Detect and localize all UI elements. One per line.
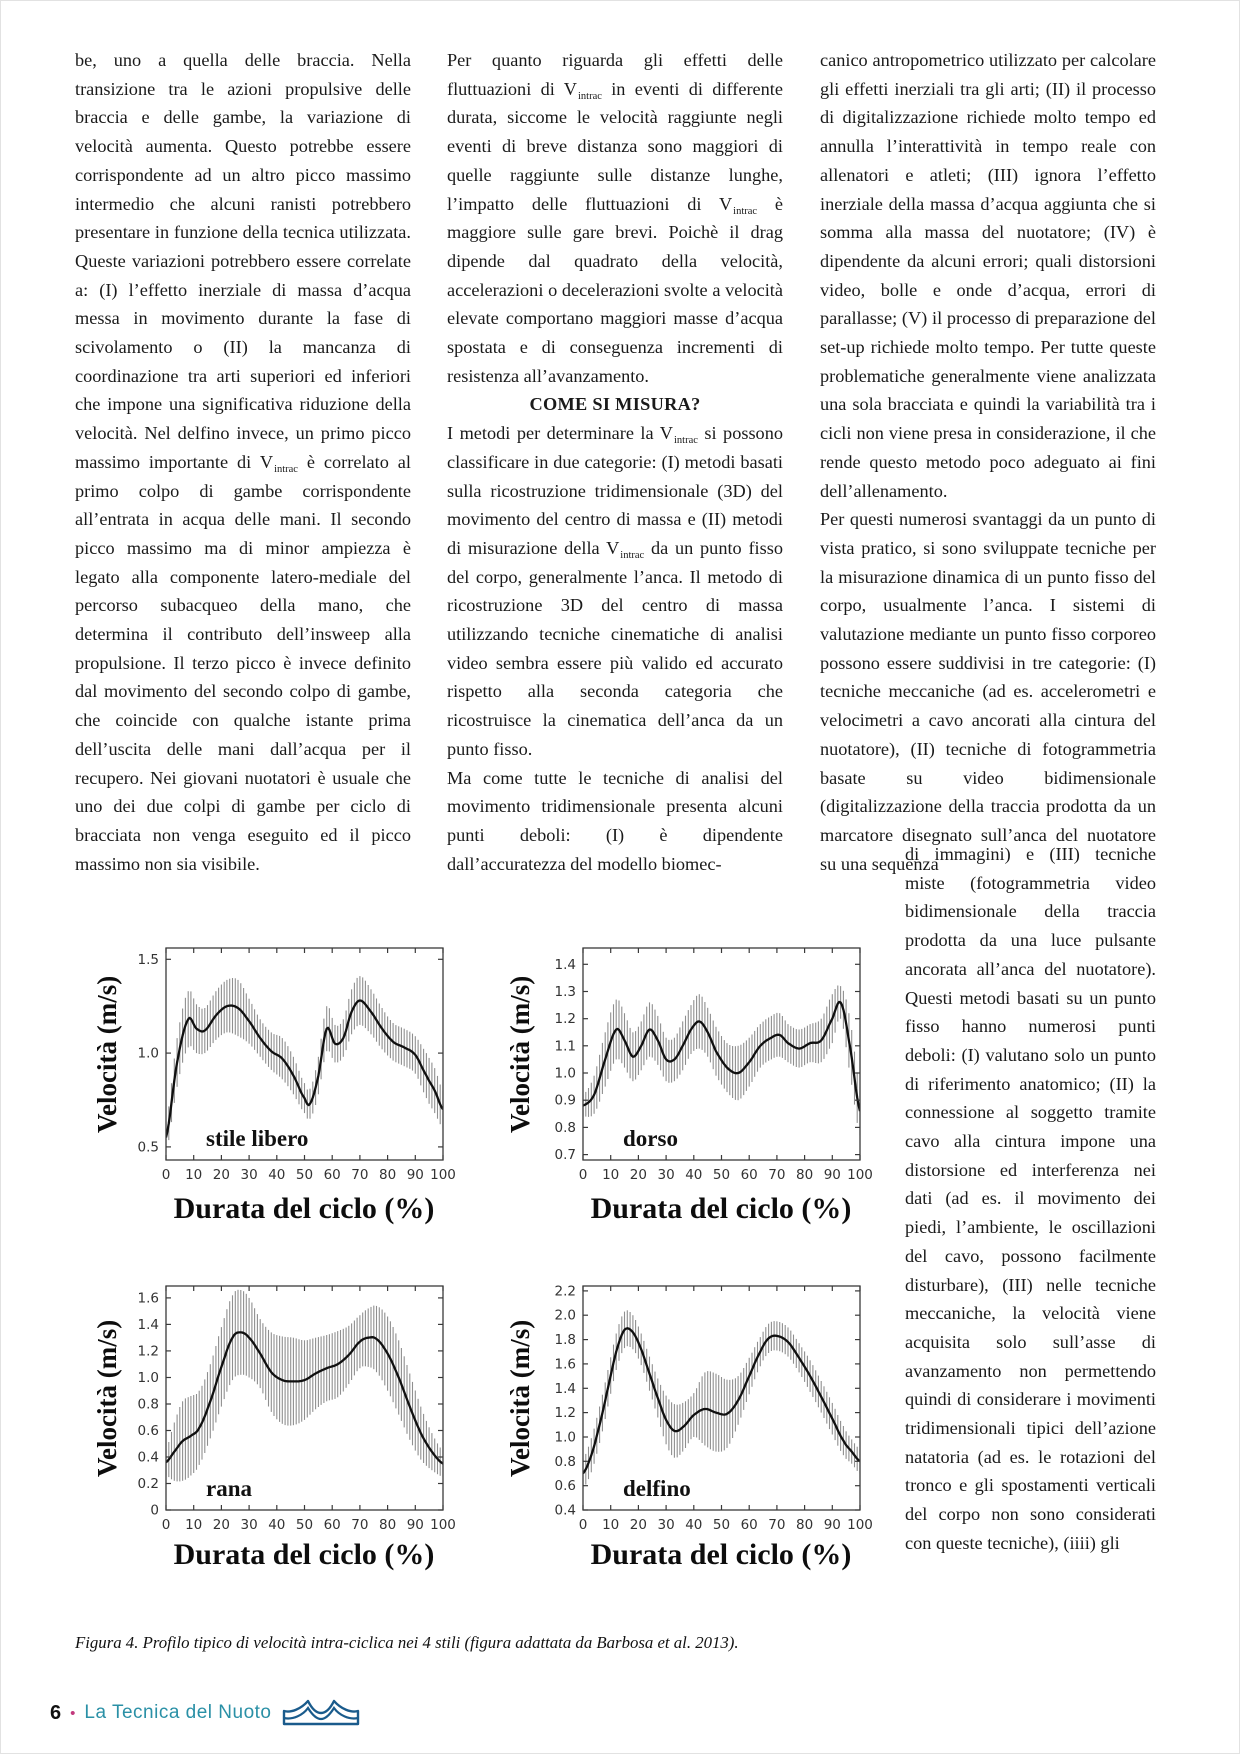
svg-text:20: 20 <box>629 1167 647 1183</box>
svg-text:1.0: 1.0 <box>554 1429 576 1446</box>
svg-text:0: 0 <box>578 1167 588 1183</box>
y-axis-label-delfino: Velocità (m/s) <box>505 1319 535 1477</box>
paragraph: Ma come tutte le tecniche di analisi del movimento tridimensionale presenta alcuni punti deboli: (I) è dipendente dall’accuratezza del modello biomec- <box>447 767 783 874</box>
svg-text:70: 70 <box>351 1167 369 1183</box>
svg-text:0.2: 0.2 <box>137 1476 159 1492</box>
svg-text:0.8: 0.8 <box>554 1119 576 1136</box>
svg-text:80: 80 <box>379 1167 397 1183</box>
svg-text:30: 30 <box>657 1517 675 1533</box>
svg-text:1.4: 1.4 <box>554 956 576 973</box>
stroke-label: rana <box>206 1476 252 1501</box>
figure-caption: Figura 4. Profilo tipico di velocità intra-ciclica nei 4 stili (figura adattata da Barbosa et al. 2013). <box>75 1633 739 1652</box>
svg-text:1.0: 1.0 <box>137 1045 159 1062</box>
svg-text:40: 40 <box>685 1517 703 1533</box>
x-axis-label-delfino: Durata del ciclo (%) <box>590 1538 852 1571</box>
svg-text:100: 100 <box>847 1517 873 1533</box>
svg-text:1.2: 1.2 <box>137 1343 159 1360</box>
svg-text:40: 40 <box>268 1517 286 1533</box>
svg-text:100: 100 <box>430 1167 456 1183</box>
text-column-2 <box>447 46 783 878</box>
svg-text:10: 10 <box>602 1517 620 1533</box>
svg-text:70: 70 <box>351 1517 369 1533</box>
svg-text:1.1: 1.1 <box>554 1038 576 1055</box>
svg-text:0: 0 <box>161 1517 171 1533</box>
svg-text:0.6: 0.6 <box>554 1478 576 1495</box>
svg-text:1.0: 1.0 <box>137 1370 159 1386</box>
svg-text:10: 10 <box>185 1517 203 1533</box>
paragraph: Per quanto riguarda gli effetti delle fluttuazioni di $V_{intrac}$ in eventi di differente durata, siccome le velocità raggiunte negli eventi di breve distanza sono maggiori di quelle raggiunte sulle distanze lunghe, l’impatto delle fluttuazioni di $V_{intrac}$ è maggiore sulle gare brevi. Poichè il drag dipende dal quadrato della velocità, accelerazioni o decelerazioni svolte a velocità elevate comportano maggiori masse d’acqua spostata e di conseguenza incrementi di resistenza all’avanzamento. <box>447 50 783 386</box>
svg-text:10: 10 <box>602 1167 620 1183</box>
svg-text:0: 0 <box>578 1517 588 1533</box>
svg-text:60: 60 <box>323 1517 341 1533</box>
chart-delfino <box>525 1280 877 1542</box>
y-axis-label-rana: Velocità (m/s) <box>92 1319 122 1477</box>
paragraph: I metodi per determinare la $V_{intrac}$ si possono classificare in due categorie: (I) metodi basati sulla ricostruzione tridimensionale (3D) del movimento del centro di massa e (II) metodi di misurazione della $V_{intrac}$ da un punto fisso del corpo, generalmente l’anca. Il metodo di ricostruzione 3D del centro di massa utilizzando tecniche cinematiche di analisi video sembra essere più valido ed accurato rispetto alla seconda categoria che ricostruisce la cinematica dell’anca da un punto fisso. <box>447 423 783 759</box>
svg-text:40: 40 <box>685 1167 703 1183</box>
text-column-3 <box>820 46 1156 878</box>
svg-text:50: 50 <box>712 1517 731 1533</box>
svg-text:30: 30 <box>657 1167 675 1183</box>
svg-text:30: 30 <box>240 1167 258 1183</box>
svg-text:1.0: 1.0 <box>554 1065 576 1082</box>
text-column-3-narrow <box>905 840 1156 1558</box>
svg-text:70: 70 <box>768 1517 786 1533</box>
svg-text:20: 20 <box>212 1167 230 1183</box>
stroke-label: dorso <box>623 1126 678 1151</box>
svg-text:1.2: 1.2 <box>554 1011 576 1028</box>
stroke-label: stile libero <box>206 1126 309 1151</box>
paragraph: Per questi numerosi svantaggi da un punto di vista pratico, si sono sviluppate tecniche per la misurazione dinamica di un punto fisso del corpo, usualmente l’anca. I sistemi di valutazione mediante un punto fisso corporeo possono essere suddivisi in tre categorie: (I) tecniche meccaniche (ad es. accelerometri e velocimetri a cavo ancorati alla cintura del nuotatore), (II) tecniche di fotogrammetria basate su video bidimensionale (digitalizzazione della traccia prodotta da un marcatore disegnato sull’anca del nuotatore su una sequenza <box>820 509 1156 874</box>
svg-text:80: 80 <box>379 1517 397 1533</box>
text-column-1 <box>75 46 411 878</box>
stroke-label: delfino <box>623 1476 691 1501</box>
svg-text:0.7: 0.7 <box>554 1147 576 1164</box>
svg-text:70: 70 <box>768 1167 786 1183</box>
chart-rana <box>108 1280 460 1542</box>
paragraph: be, uno a quella delle braccia. Nella transizione tra le azioni propulsive delle braccia e delle gambe, la variazione di velocità aumenta. Questo potrebbe essere corrispondente ad un altro picco massimo intermedio che alcuni ranisti potrebbero presentare in funzione della tecnica utilizzata. Queste variazioni potrebbero essere correlate a: (I) l’effetto inerziale di massa d’acqua messa in movimento durante la fase di scivolamento o (II) la mancanza di coordinazione tra arti superiori ed inferiori che impone una significativa riduzione della velocità. Nel delfino invece, un primo picco massimo importante di $V_{intrac}$ è correlato al primo colpo di gambe corrispondente all’entrata in acqua delle mani. Il secondo picco massimo ma di minor ampiezza è legato alla componente latero-mediale del percorso subacqueo della mano, che determina il contributo dell’insweep alla propulsione. Il terzo picco è invece definito dal movimento del secondo colpo di gambe, che coincide con qualche istante prima dell’uscita delle mani dall’acqua per il recupero. Nei giovani nuotatori è usuale che uno dei due colpi di gambe per ciclo di bracciata non venga eseguito ed il picco massimo non sia visibile. <box>75 50 411 874</box>
svg-text:90: 90 <box>406 1517 424 1533</box>
svg-text:1.4: 1.4 <box>554 1380 576 1397</box>
svg-text:1.6: 1.6 <box>137 1290 159 1307</box>
svg-text:1.5: 1.5 <box>137 951 159 968</box>
paragraph: canico antropometrico utilizzato per calcolare gli effetti inerziali tra gli arti; (II) il processo di digitalizzazione richiede molto tempo ed annulla l’interattività in tempo reale con allenatori e atleti; (III) ignora l’effetto inerziale della massa d’acqua aggiunta che si somma alla massa del nuotatore; (IV) è dipendente da alcuni errori; quali distorsioni video, bolle e onde d’acqua, errori di parallasse; (V) il processo di preparazione del set-up richiede molto tempo. Per tutte queste problematiche generalmente viene analizzata una sola bracciata e quindi la variabilità tra i cicli non viene presa in considerazione, il che rende questo metodo poco adeguato ai fini dell’allenamento. <box>820 50 1156 501</box>
svg-text:2.0: 2.0 <box>554 1307 576 1324</box>
svg-text:90: 90 <box>406 1167 424 1183</box>
y-axis-label-dorso: Velocità (m/s) <box>505 975 535 1133</box>
svg-text:1.6: 1.6 <box>554 1356 576 1373</box>
svg-text:60: 60 <box>740 1167 758 1183</box>
svg-text:60: 60 <box>740 1517 758 1533</box>
paragraph: di immagini) e (III) tecniche miste (fotogrammetria video bidimensionale della traccia prodotta da una luce pulsante ancorata all’anca del nuotatore). Questi metodi basati su un punto fisso hanno numerosi punti deboli: (I) valutano solo un punto di riferimento anatomico; (II) la connessione al soggetto tramite cavo alla cintura impone una distorsione ed interferenza nei dati (ad es. il movimento dei piedi, l’ambiente, le oscillazioni del cavo, possono facilmente disturbare), (III) nelle tecniche meccaniche, la velocità viene acquisita solo sull’asse di avanzamento non permettendo quindi di considerare i movimenti tridimensionali tipici dell’azione natatoria (ad es. le rotazioni del tronco e gli spostamenti verticali del corpo non sono considerati con queste tecniche), (iiii) gli <box>905 844 1156 1553</box>
chart-dorso <box>525 942 877 1192</box>
svg-text:50: 50 <box>295 1167 314 1183</box>
svg-text:10: 10 <box>185 1167 203 1183</box>
page-footer <box>50 1698 361 1728</box>
footer-separator: • <box>70 1704 76 1722</box>
svg-text:50: 50 <box>712 1167 731 1183</box>
svg-text:1.8: 1.8 <box>554 1332 576 1349</box>
svg-text:0: 0 <box>150 1502 159 1519</box>
svg-text:0.9: 0.9 <box>554 1092 576 1109</box>
waves-logo-icon <box>281 1699 361 1727</box>
svg-text:0.6: 0.6 <box>137 1423 159 1439</box>
journal-name: La Tecnica del Nuoto <box>84 1702 272 1723</box>
svg-text:20: 20 <box>629 1517 647 1533</box>
svg-text:20: 20 <box>212 1517 230 1533</box>
svg-text:0.4: 0.4 <box>137 1449 159 1466</box>
svg-text:0.4: 0.4 <box>554 1502 576 1519</box>
page-number: 6 <box>50 1701 62 1724</box>
svg-text:80: 80 <box>796 1517 814 1533</box>
svg-text:100: 100 <box>847 1167 873 1183</box>
svg-text:1.4: 1.4 <box>137 1316 159 1333</box>
chart-stile-libero <box>108 942 460 1192</box>
svg-text:0.8: 0.8 <box>554 1453 576 1470</box>
svg-text:100: 100 <box>430 1517 456 1533</box>
y-axis-label-stile-libero: Velocità (m/s) <box>92 975 122 1133</box>
svg-text:0.8: 0.8 <box>137 1396 159 1413</box>
svg-text:60: 60 <box>323 1167 341 1183</box>
section-heading: COME SI MISURA? <box>529 394 701 415</box>
svg-text:90: 90 <box>823 1167 841 1183</box>
svg-text:90: 90 <box>823 1517 841 1533</box>
x-axis-label-dorso: Durata del ciclo (%) <box>590 1192 852 1225</box>
svg-text:1.2: 1.2 <box>554 1405 576 1422</box>
svg-text:30: 30 <box>240 1517 258 1533</box>
svg-text:80: 80 <box>796 1167 814 1183</box>
svg-text:2.2: 2.2 <box>554 1283 576 1300</box>
svg-text:50: 50 <box>295 1517 314 1533</box>
svg-text:0.5: 0.5 <box>137 1139 159 1156</box>
svg-text:40: 40 <box>268 1167 286 1183</box>
x-axis-label-rana: Durata del ciclo (%) <box>173 1538 435 1571</box>
svg-text:0: 0 <box>161 1167 171 1183</box>
x-axis-label-stile-libero: Durata del ciclo (%) <box>173 1192 435 1225</box>
svg-text:1.3: 1.3 <box>554 984 576 1000</box>
